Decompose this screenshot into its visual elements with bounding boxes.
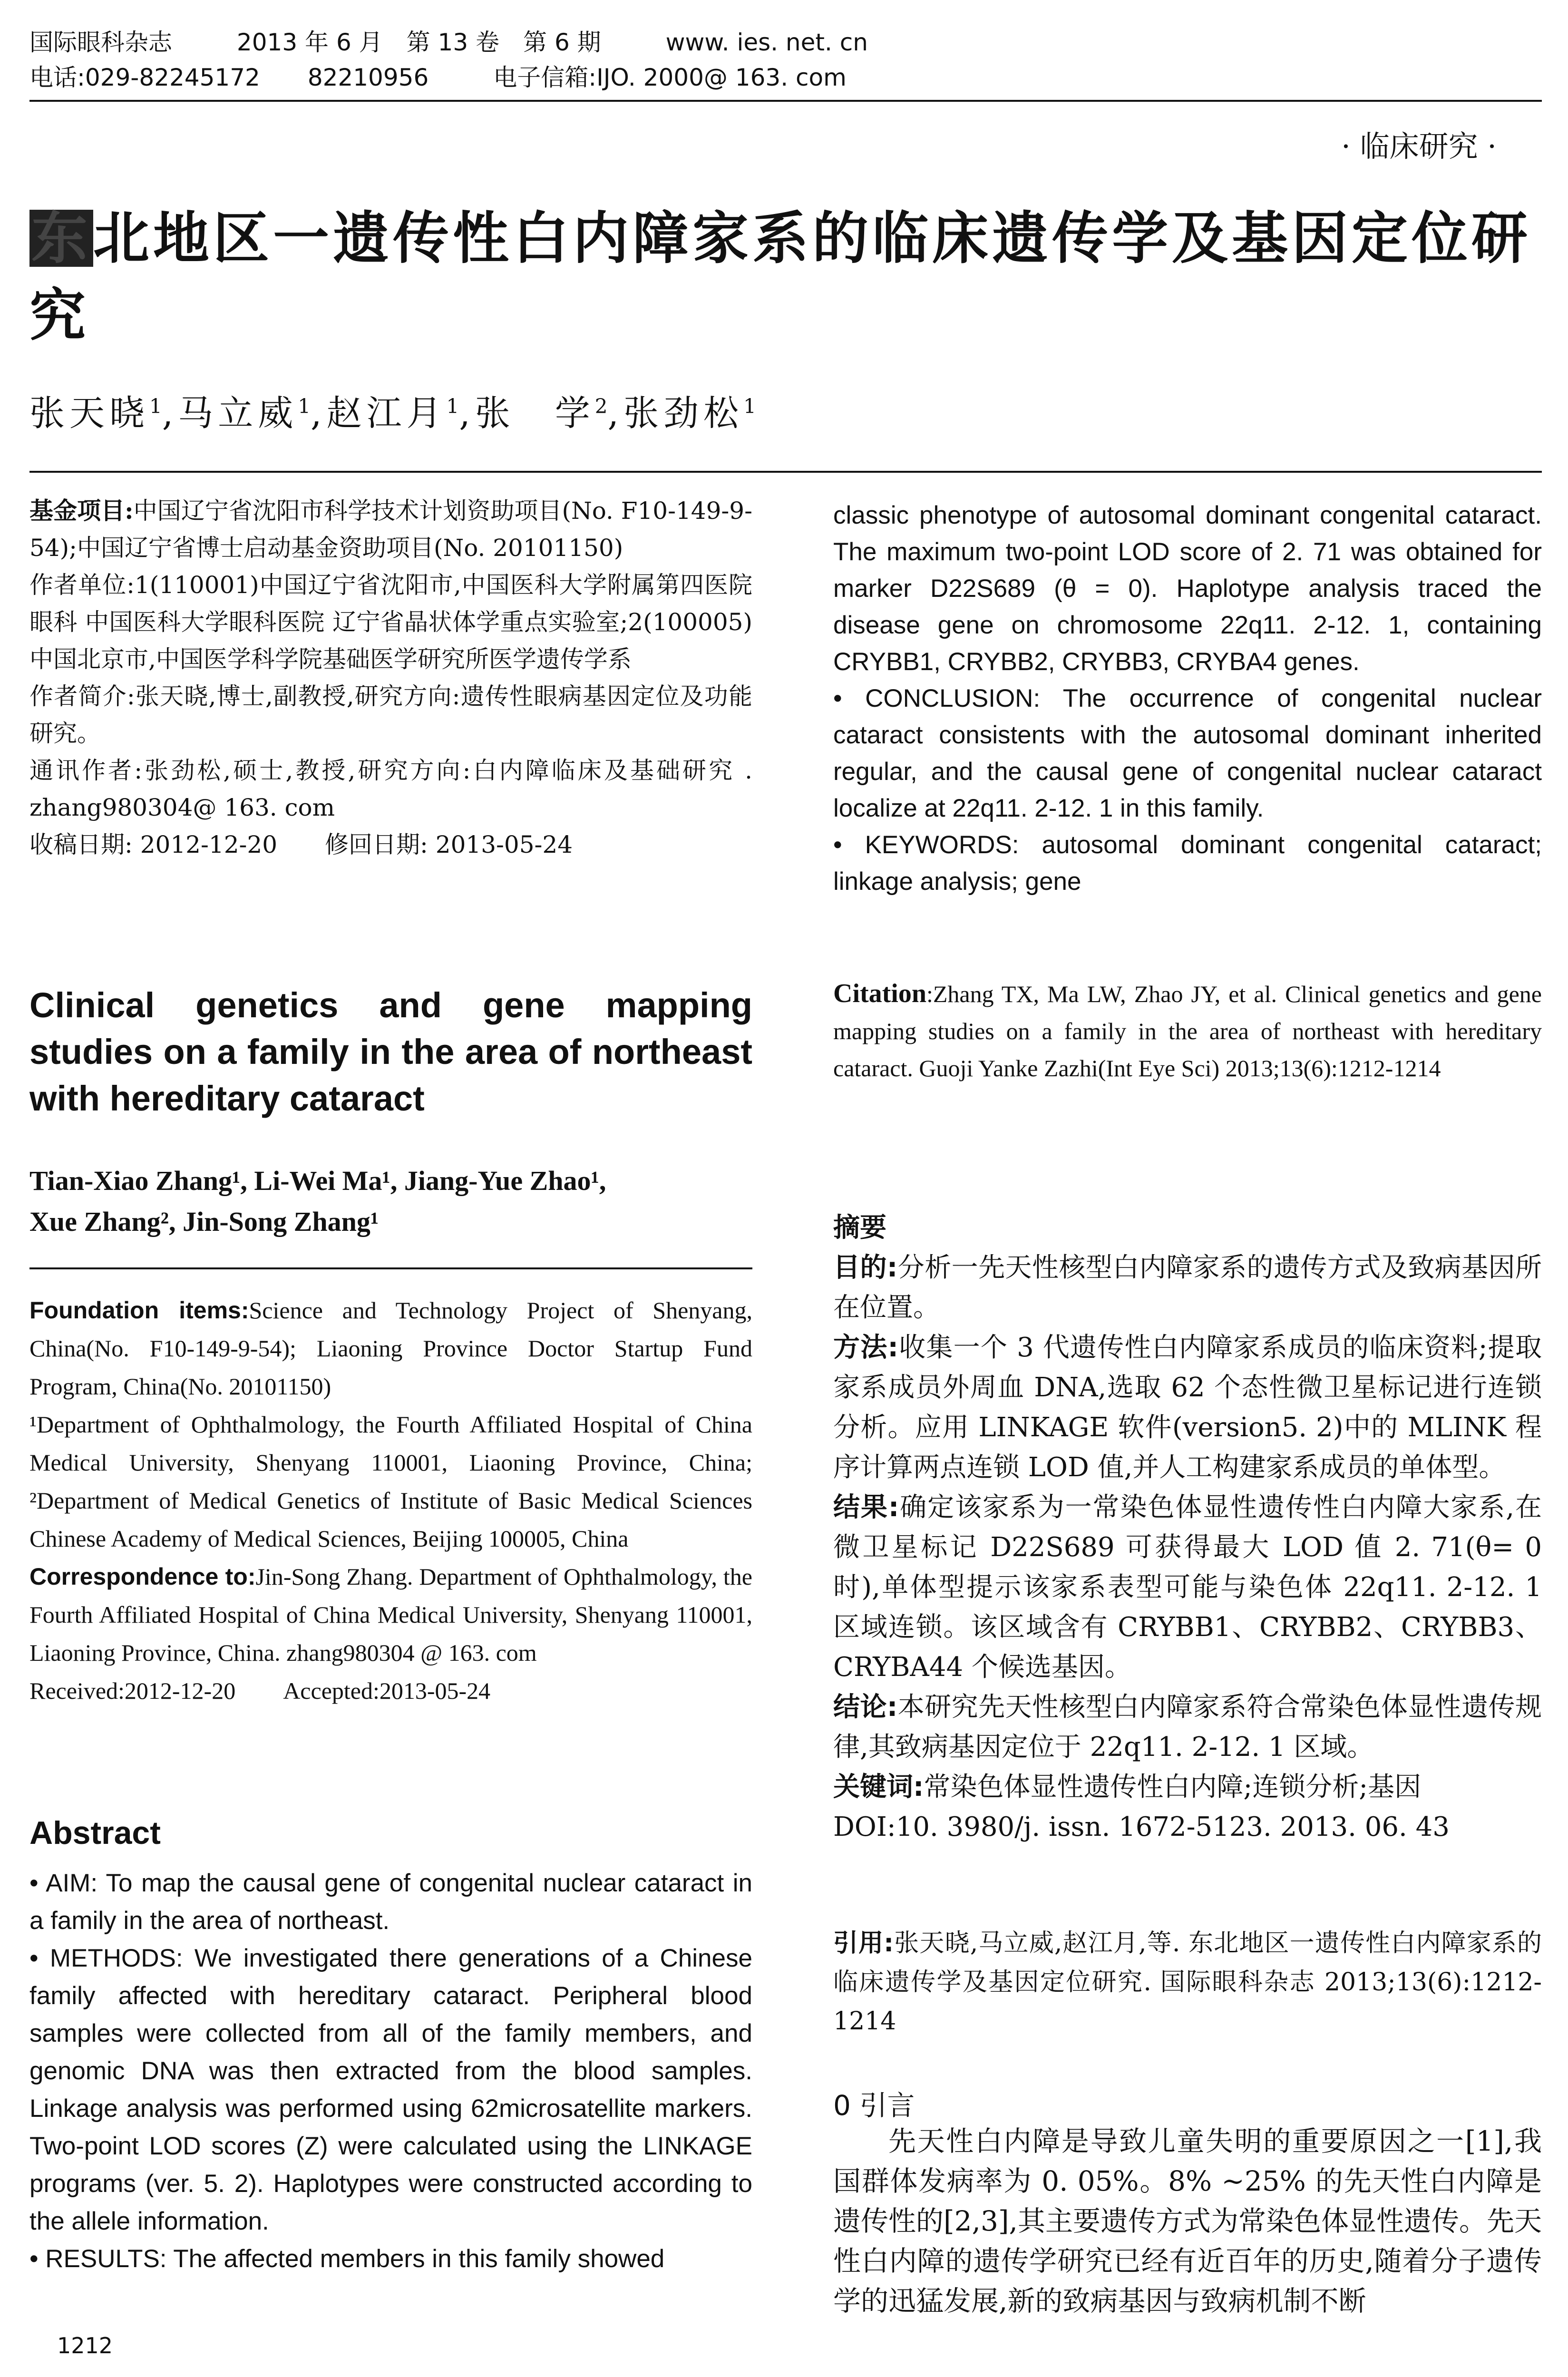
author-2: 马立威 (178, 393, 298, 434)
en-dates: Received:2012-12-20 Accepted:2013-05-24 (29, 1677, 491, 1704)
cn-doi: DOI:10. 3980/j. issn. 1672-5123. 2013. 06. 43 (833, 1812, 1450, 1842)
page-number: 1212 (57, 2333, 113, 2358)
bio-text: 张天晓,博士,副教授,研究方向:遗传性眼病基因定位及功能研究。 (29, 682, 752, 747)
journal-email: 电子信箱:IJO. 2000@ 163. com (493, 64, 847, 91)
en-corr-text: Jin-Song Zhang. Department of Ophthalmology, the Fourth Affiliated Hospital of China Medical University, Shenyang 110001, Liaoning Province, China. zhang980304 @ 163. com (29, 1563, 752, 1666)
intro-heading: 0 引言 (833, 2089, 915, 2122)
cn-meta (29, 492, 752, 863)
en-title: Clinical genetics and gene mapping studies on a family in the area of northeast with hereditary cataract (29, 985, 752, 1118)
abstract-methods: • METHODS: We investigated there generations of a Chinese family affected with hereditary cataract. Peripheral blood samples were collected from all of the family members, and genomic DNA was then extracted from the blood samples. Linkage analysis was performed using 62microsatellite markers. Two-point LOD scores (Z) were calculated using the LINKAGE programs (ver. 5. 2). Haplotypes were constructed according to the allele information. (29, 1944, 752, 2235)
corr-label: 通讯作者: (29, 757, 143, 784)
unit-label: 作者单位: (29, 571, 135, 599)
author-3-affil: 1 (446, 394, 459, 418)
abstract-results-cont: classic phenotype of autosomal dominant congenital cataract. The maximum two-point LOD score of 2. 71 was obtained for marker D22S689 (θ = 0). Haplotype analysis traced the disease gene on chromosome 22q11. 2-12. 1, containing CRYBB1, CRYBB2, CRYBB3, CRYBA4 genes. (833, 501, 1542, 676)
en-authors (29, 1160, 752, 1242)
cn-citation-text: 张天晓,马立威,赵江月,等. 东北地区一遗传性白内障家系的临床遗传学及基因定位研究. 国际眼科杂志 2013;13(6):1212-1214 (833, 1929, 1542, 2036)
cn-keywords-text: 常染色体显性遗传性白内障;连锁分析;基因 (924, 1772, 1422, 1802)
author-3: 赵江月 (326, 393, 447, 434)
author-2-affil: 1 (298, 394, 311, 418)
fund-text: 中国辽宁省沈阳市科学技术计划资助项目(No. F10-149-9-54);中国辽宁省博士启动基金资助项目(No. 20101150) (29, 497, 752, 562)
title-rule (29, 471, 1542, 473)
author-4: 张 学 (475, 393, 595, 434)
cn-citation (833, 1924, 1542, 2041)
journal-name: 国际眼科杂志 (29, 29, 172, 56)
en-meta (29, 1291, 752, 1710)
citation-label: Citation (833, 979, 926, 1008)
cn-results-label: 结果: (833, 1492, 899, 1523)
cn-authors: 张天晓$^1$,马立威$^1$,赵江月$^1$,张 学$^2$,张劲松$^1$ (29, 393, 756, 434)
found-text: Science and Technology Project of Shenyang, China(No. F10-149-9-54); Liaoning Province Doctor Startup Fund Program, China(No. 20101150) (29, 1297, 752, 1400)
abstract-continued (833, 497, 1542, 900)
cn-dates: 收稿日期: 2012-12-20 修回日期: 2013-05-24 (29, 831, 573, 858)
abstract-results-start: • RESULTS: The affected members in this family showed (29, 2245, 665, 2273)
title-first-char: 东 (29, 210, 93, 267)
cn-conclusion-label: 结论: (833, 1692, 898, 1723)
journal-phone: 电话:029-82245172 82210956 (29, 64, 429, 91)
cn-methods-label: 方法: (833, 1332, 898, 1363)
citation-text: :Zhang TX, Ma LW, Zhao JY, et al. Clinical genetics and gene mapping studies on a family in the area of northeast with hereditary cataract. Guoji Yanke Zazhi(Int Eye Sci) 2013;13(6):1212-1214 (833, 981, 1542, 1081)
en-authors-line1: Tian-Xiao Zhang¹, Li-Wei Ma¹, Jiang-Yue Zhao¹, (29, 1165, 606, 1196)
affil-text: ¹Department of Ophthalmology, the Fourth Affiliated Hospital of China Medical University, Shenyang 110001, Liaoning Province, China; ²Department of Medical Genetics of Institute of Basic Medical Sciences Chinese Academy of Medical Sciences, Beijing 100005, China (29, 1411, 752, 1552)
journal-header (29, 25, 1542, 95)
header-rule (29, 100, 1542, 102)
author-5-affil: 1 (743, 394, 756, 418)
bio-label: 作者简介: (29, 682, 135, 710)
en-corr-label: Correspondence to: (29, 1563, 256, 1590)
en-authors-rule (29, 1267, 752, 1269)
cn-abstract-heading: 摘要 (833, 1212, 886, 1243)
unit-text: 1(110001)中国辽宁省沈阳市,中国医科大学附属第四医院眼科 中国医科大学眼科医院 辽宁省晶状体学重点实验室;2(100005)中国北京市,中国医学科学院基础医学研究所医学遗传学系 (29, 571, 752, 673)
cn-methods-text: 收集一个 3 代遗传性白内障家系成员的临床资料;提取家系成员外周血 DNA,选取 62 个态性微卫星标记进行连锁分析。应用 LINKAGE 软件(version5. 2)中的 MLINK 程序计算两点连锁 LOD 值,并人工构建家系成员的单体型。 (833, 1332, 1542, 1483)
abstract-conclusion: • CONCLUSION: The occurrence of congenital nuclear cataract consistents with the autosomal dominant inherited regular, and the causal gene of congenital nuclear cataract localize at 22q11. 2-12. 1 in this family. (833, 684, 1542, 822)
author-4-affil: 2 (594, 394, 608, 418)
abstract-aim: • AIM: To map the causal gene of congenital nuclear cataract in a family in the area of northeast. (29, 1869, 752, 1935)
cn-results-text: 确定该家系为一常染色体显性遗传性白内障大家系,在微卫星标记 D22S689 可获得最大 LOD 值 2. 71(θ= 0 时),单体型提示该家系表型可能与染色体 22q11. 2-12. 1 区域连锁。该区域含有 CRYBB1、CRYBB2、CRYBB3、CRYBA44 个候选基因。 (833, 1492, 1542, 1683)
citation (833, 975, 1542, 1087)
cn-citation-label: 引用: (833, 1929, 894, 1958)
en-authors-line2: Xue Zhang², Jin-Song Zhang¹ (29, 1206, 379, 1237)
section-label: · 临床研究 · (1341, 129, 1497, 164)
found-label: Foundation items: (29, 1297, 249, 1324)
author-1-affil: 1 (149, 394, 162, 418)
cn-keywords-label: 关键词: (833, 1772, 924, 1802)
cn-aim-text: 分析一先天性核型白内障家系的遗传方式及致病基因所在位置。 (833, 1252, 1542, 1323)
intro-body: 先天性白内障是导致儿童失明的重要原因之一[1],我国群体发病率为 0. 05%。8% ~25% 的先天性白内障是遗传性的[2,3],其主要遗传方式为常染色体显性遗传。先天性白内障的遗传学研究已经有近百年的历史,随着分子遗传学的迅猛发展,新的致病基因与致病机制不断 (833, 2125, 1542, 2317)
cn-conclusion-text: 本研究先天性核型白内障家系符合常染色体显性遗传规律,其致病基因定位于 22q11. 2-12. 1 区域。 (833, 1692, 1542, 1763)
cn-aim-label: 目的: (833, 1252, 898, 1283)
cn-title (29, 200, 1547, 354)
abstract-keywords: • KEYWORDS: autosomal dominant congenital cataract; linkage analysis; gene (833, 831, 1542, 896)
corr-text: 张劲松,硕士,教授,研究方向:白内障临床及基础研究 . zhang980304@ 163. com (29, 757, 752, 821)
journal-issue: 2013 年 6 月 第 13 卷 第 6 期 (236, 29, 601, 56)
author-1: 张天晓 (29, 393, 149, 434)
abstract-heading: Abstract (29, 1815, 161, 1851)
author-5: 张劲松 (623, 393, 744, 434)
abstract-body (29, 1864, 752, 2278)
journal-website: www. ies. net. cn (665, 29, 868, 56)
title-rest: 北地区一遗传性白内障家系的临床遗传学及基因定位研究 (29, 205, 1532, 348)
fund-label: 基金项目: (29, 497, 134, 525)
cn-abstract (833, 1208, 1542, 1847)
